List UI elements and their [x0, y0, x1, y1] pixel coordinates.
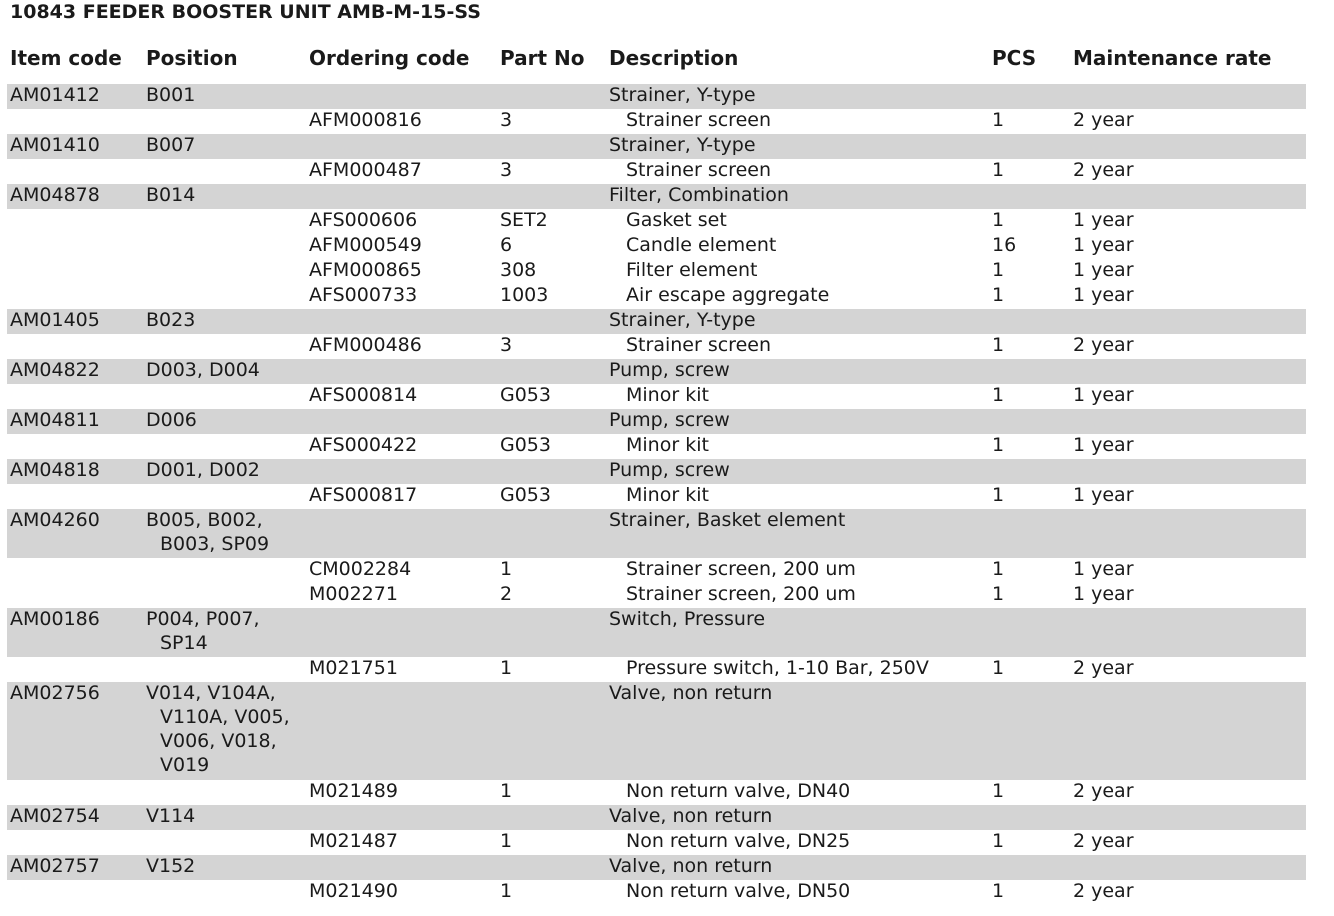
- item-row: [7, 608, 1306, 657]
- item-code: AM01405: [10, 309, 100, 331]
- ordering-code: AFS000814: [309, 384, 418, 406]
- ordering-code: M021751: [309, 657, 398, 679]
- description: Pressure switch, 1-10 Bar, 250V: [626, 657, 929, 679]
- position-line: V110A, V005,: [160, 706, 290, 728]
- ordering-code: AFM000487: [309, 159, 422, 181]
- description: Minor kit: [626, 434, 709, 456]
- maintenance-rate: 2 year: [1073, 109, 1134, 131]
- description: Pump, screw: [609, 409, 730, 431]
- position-line: V152: [146, 855, 196, 877]
- part-no: 1: [500, 880, 513, 902]
- item-row: [7, 459, 1306, 484]
- position: [146, 358, 260, 382]
- description: Minor kit: [626, 384, 709, 406]
- part-no: 1003: [500, 284, 549, 306]
- position-line: V019: [160, 754, 210, 776]
- item-code: AM01410: [10, 134, 100, 156]
- part-row: [7, 558, 1306, 583]
- position-line: B003, SP09: [160, 533, 270, 555]
- item-code: AM04818: [10, 459, 100, 481]
- item-row: [7, 84, 1306, 109]
- pcs: 1: [992, 109, 1005, 131]
- position: [146, 308, 195, 332]
- part-no: 6: [500, 234, 513, 256]
- position: [146, 854, 195, 878]
- position: [146, 508, 269, 556]
- position: [146, 607, 260, 655]
- ordering-code: AFS000606: [309, 209, 418, 231]
- description: Valve, non return: [609, 855, 773, 877]
- item-row: [7, 184, 1306, 209]
- maintenance-rate: 2 year: [1073, 334, 1134, 356]
- maintenance-rate: 1 year: [1073, 484, 1134, 506]
- item-row: [7, 359, 1306, 384]
- maintenance-rate: 1 year: [1073, 259, 1134, 281]
- part-row: [7, 109, 1306, 134]
- part-no: 2: [500, 583, 513, 605]
- description: Minor kit: [626, 484, 709, 506]
- description: Filter, Combination: [609, 184, 789, 206]
- part-row: [7, 234, 1306, 259]
- ordering-code: AFM000486: [309, 334, 422, 356]
- pcs: 1: [992, 384, 1005, 406]
- part-row: [7, 384, 1306, 409]
- description: Non return valve, DN40: [626, 780, 851, 802]
- position-line: B023: [146, 309, 196, 331]
- item-code: AM04822: [10, 359, 100, 381]
- description: Valve, non return: [609, 682, 773, 704]
- pcs: 1: [992, 434, 1005, 456]
- position: [146, 458, 260, 482]
- position-line: SP14: [160, 632, 208, 654]
- part-row: [7, 880, 1306, 905]
- header-pcs: PCS: [992, 46, 1037, 70]
- part-no: 1: [500, 780, 513, 802]
- item-row: [7, 409, 1306, 434]
- position-line: B014: [146, 184, 196, 206]
- item-row: [7, 805, 1306, 830]
- item-code: AM04260: [10, 509, 100, 531]
- description: Strainer screen: [626, 334, 771, 356]
- description: Strainer screen, 200 um: [626, 583, 856, 605]
- position-line: B007: [146, 134, 196, 156]
- part-no: G053: [500, 484, 551, 506]
- part-no: G053: [500, 384, 551, 406]
- description: Air escape aggregate: [626, 284, 830, 306]
- part-row: [7, 484, 1306, 509]
- maintenance-rate: 1 year: [1073, 284, 1134, 306]
- pcs: 1: [992, 209, 1005, 231]
- item-code: AM00186: [10, 608, 100, 630]
- pcs: 1: [992, 159, 1005, 181]
- position: [146, 83, 195, 107]
- description: Pump, screw: [609, 359, 730, 381]
- maintenance-rate: 1 year: [1073, 434, 1134, 456]
- description: Strainer screen: [626, 159, 771, 181]
- description: Gasket set: [626, 209, 727, 231]
- position: [146, 804, 195, 828]
- part-no: 1: [500, 657, 513, 679]
- ordering-code: CM002284: [309, 558, 412, 580]
- position-line: D006: [146, 409, 197, 431]
- pcs: 1: [992, 334, 1005, 356]
- document-title: 10843 FEEDER BOOSTER UNIT AMB-M-15-SS: [10, 1, 481, 23]
- position: [146, 183, 195, 207]
- part-no: 308: [500, 259, 537, 281]
- part-row: [7, 334, 1306, 359]
- maintenance-rate: 1 year: [1073, 209, 1134, 231]
- item-row: [7, 309, 1306, 334]
- ordering-code: AFS000817: [309, 484, 418, 506]
- position-line: V114: [146, 805, 196, 827]
- position: [146, 681, 290, 777]
- description: Valve, non return: [609, 805, 773, 827]
- ordering-code: AFM000816: [309, 109, 422, 131]
- position-line: P004, P007,: [146, 608, 260, 630]
- position-line: B001: [146, 84, 196, 106]
- ordering-code: AFM000549: [309, 234, 422, 256]
- ordering-code: AFS000422: [309, 434, 418, 456]
- header-maintenance-rate: Maintenance rate: [1073, 46, 1272, 70]
- pcs: 16: [992, 234, 1017, 256]
- description: Strainer screen, 200 um: [626, 558, 856, 580]
- item-row: [7, 134, 1306, 159]
- maintenance-rate: 2 year: [1073, 159, 1134, 181]
- part-row: [7, 259, 1306, 284]
- description: Strainer, Y-type: [609, 134, 756, 156]
- maintenance-rate: 2 year: [1073, 657, 1134, 679]
- ordering-code: M021489: [309, 780, 398, 802]
- position: [146, 408, 197, 432]
- description: Strainer, Y-type: [609, 84, 756, 106]
- part-row: [7, 159, 1306, 184]
- maintenance-rate: 1 year: [1073, 558, 1134, 580]
- header-position: Position: [146, 46, 238, 70]
- pcs: 1: [992, 259, 1005, 281]
- part-no: 1: [500, 830, 513, 852]
- item-code: AM01412: [10, 84, 100, 106]
- part-no: SET2: [500, 209, 548, 231]
- part-no: 3: [500, 334, 513, 356]
- maintenance-rate: 1 year: [1073, 583, 1134, 605]
- header-item-code: Item code: [10, 46, 122, 70]
- ordering-code: AFM000865: [309, 259, 422, 281]
- pcs: 1: [992, 830, 1005, 852]
- item-code: AM04811: [10, 409, 100, 431]
- part-row: [7, 830, 1306, 855]
- item-row: [7, 509, 1306, 558]
- position-line: V006, V018,: [160, 730, 277, 752]
- part-row: [7, 209, 1306, 234]
- item-code: AM02756: [10, 682, 100, 704]
- item-row: [7, 855, 1306, 880]
- ordering-code: M021487: [309, 830, 398, 852]
- description: Non return valve, DN25: [626, 830, 851, 852]
- item-row: [7, 682, 1306, 780]
- part-row: [7, 780, 1306, 805]
- part-row: [7, 583, 1306, 608]
- pcs: 1: [992, 558, 1005, 580]
- pcs: 1: [992, 880, 1005, 902]
- maintenance-rate: 2 year: [1073, 880, 1134, 902]
- part-row: [7, 434, 1306, 459]
- header-description: Description: [609, 46, 739, 70]
- item-code: AM04878: [10, 184, 100, 206]
- description: Strainer screen: [626, 109, 771, 131]
- part-no: 3: [500, 109, 513, 131]
- description: Switch, Pressure: [609, 608, 766, 630]
- ordering-code: AFS000733: [309, 284, 418, 306]
- description: Non return valve, DN50: [626, 880, 851, 902]
- position-line: V014, V104A,: [146, 682, 276, 704]
- maintenance-rate: 1 year: [1073, 384, 1134, 406]
- part-no: 1: [500, 558, 513, 580]
- pcs: 1: [992, 583, 1005, 605]
- description: Candle element: [626, 234, 777, 256]
- description: Strainer, Basket element: [609, 509, 846, 531]
- header-ordering-code: Ordering code: [309, 46, 470, 70]
- position-line: B005, B002,: [146, 509, 263, 531]
- description: Strainer, Y-type: [609, 309, 756, 331]
- pcs: 1: [992, 284, 1005, 306]
- pcs: 1: [992, 780, 1005, 802]
- description: Filter element: [626, 259, 758, 281]
- maintenance-rate: 2 year: [1073, 780, 1134, 802]
- position: [146, 133, 195, 157]
- header-part-no: Part No: [500, 46, 585, 70]
- part-row: [7, 657, 1306, 682]
- part-no: 3: [500, 159, 513, 181]
- part-no: G053: [500, 434, 551, 456]
- position-line: D001, D002: [146, 459, 260, 481]
- position-line: D003, D004: [146, 359, 260, 381]
- table-header: [7, 42, 1306, 78]
- item-code: AM02754: [10, 805, 100, 827]
- pcs: 1: [992, 484, 1005, 506]
- maintenance-rate: 2 year: [1073, 830, 1134, 852]
- item-code: AM02757: [10, 855, 100, 877]
- pcs: 1: [992, 657, 1005, 679]
- ordering-code: M021490: [309, 880, 398, 902]
- ordering-code: M002271: [309, 583, 398, 605]
- maintenance-rate: 1 year: [1073, 234, 1134, 256]
- description: Pump, screw: [609, 459, 730, 481]
- part-row: [7, 284, 1306, 309]
